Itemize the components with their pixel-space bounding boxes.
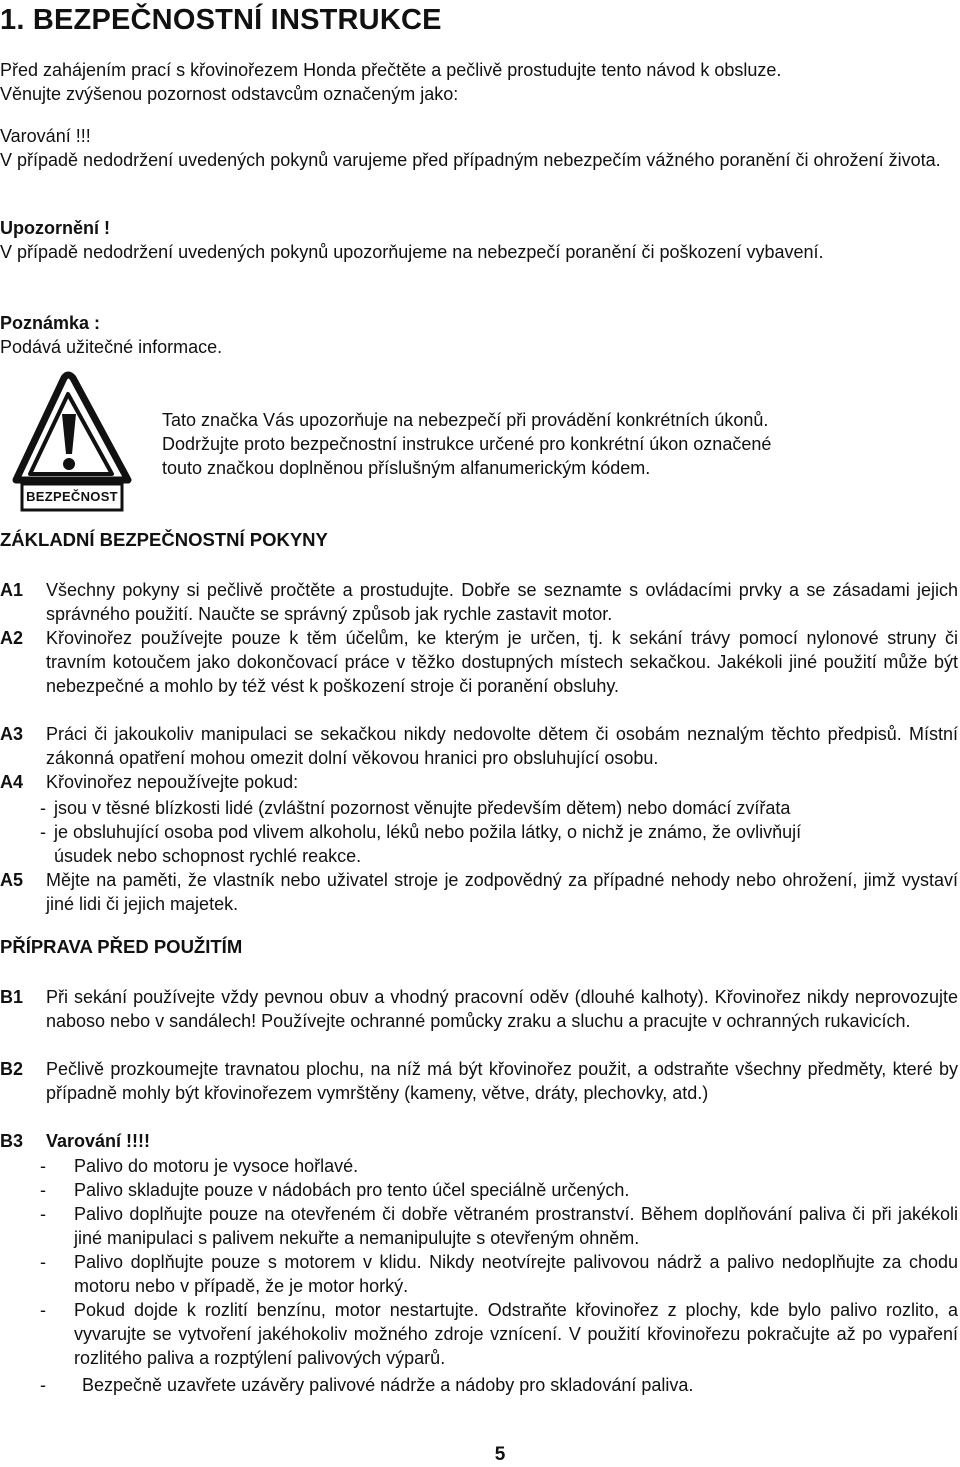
safety-sign-explanation <box>162 408 922 480</box>
a4-subitem-text: jsou v těsné blízkosti lidé (zvláštní pozornost věnujte především dětem) nebo domácí zvířata <box>54 798 791 818</box>
b3-subitem <box>40 1250 958 1298</box>
page-number: 5 <box>494 1444 506 1465</box>
instruction-code: A1 <box>0 580 24 600</box>
a4-subitem-text: je obsluhující osoba pod vlivem alkoholu, léků nebo požila látky, o nichž je známo, že ovlivňují <box>54 822 802 842</box>
instruction-text: Pečlivě prozkoumejte travnatou plochu, na níž má být křovinořez použit, a odstraňte všechny předměty, které by případně mohly být křovinořezem vymrštěny (kameny, větve, dráty, plechovky, atd.) <box>46 1059 958 1103</box>
instruction-text: Křovinořez nepoužívejte pokud: <box>46 772 299 792</box>
a4-subitem-text: úsudek nebo schopnost rychlé reakce. <box>54 846 362 866</box>
dash-marker: - <box>40 1156 46 1176</box>
instruction-text: Při sekání používejte vždy pevnou obuv a vhodný pracovní oděv (dlouhé kalhoty). Křovinořez nikdy neprovozujte naboso nebo v sandálech! Používejte ochranné pomůcky zraku a sluchu a pracujte v ochranných rukavicích. <box>46 987 958 1031</box>
page-title: 1. BEZPEČNOSTNÍ INSTRUKCE <box>0 4 442 36</box>
instruction-b3 <box>0 1129 958 1153</box>
instruction-code: A2 <box>0 628 24 648</box>
caution-text: V případě nedodržení uvedených pokynů upozorňujeme na nebezpečí poranění či poškození vybavení. <box>0 242 824 262</box>
instruction-code: A4 <box>0 772 24 792</box>
safety-icon-caption: BEZPEČNOST <box>26 489 118 504</box>
b3-subitem <box>40 1202 958 1250</box>
instruction-a5 <box>0 868 958 916</box>
dash-marker: - <box>40 1252 46 1272</box>
caution-definition <box>0 216 955 264</box>
b3-subitem-text: Palivo doplňujte pouze s motorem v klidu. Nikdy neotvírejte palivovou nádrž a palivo nedoplňujte za chodu motoru nebo v případě, že je motor horký. <box>74 1252 958 1296</box>
instruction-code: A3 <box>0 724 24 744</box>
intro-line: Před zahájením prací s křovinořezem Honda přečtěte a pečlivě prostudujte tento návod k obsluze. <box>0 60 782 80</box>
b3-subitem <box>40 1373 958 1397</box>
caution-label: Upozornění ! <box>0 218 110 238</box>
warning-definition <box>0 124 955 172</box>
instruction-label: Varování !!!! <box>46 1131 151 1151</box>
instruction-code: B2 <box>0 1059 24 1079</box>
a4-subitem <box>40 796 958 820</box>
instruction-b2 <box>0 1057 958 1105</box>
dash-marker: - <box>40 1204 46 1224</box>
instruction-a1 <box>0 578 958 626</box>
instruction-a3 <box>0 722 958 770</box>
section-title-preparation: PŘÍPRAVA PŘED POUŽITÍM <box>0 936 243 957</box>
dash-marker: - <box>40 1180 46 1200</box>
dash-marker: - <box>40 1375 46 1395</box>
safety-text-line: Dodržujte proto bezpečnostní instrukce určené pro konkrétní úkon označené <box>162 434 772 454</box>
b3-subitem-text: Palivo do motoru je vysoce hořlavé. <box>74 1156 359 1176</box>
b3-subitem-text: Palivo skladujte pouze v nádobách pro tento účel speciálně určených. <box>74 1180 630 1200</box>
b3-subitem <box>40 1178 958 1202</box>
instruction-text: Všechny pokyny si pečlivě pročtěte a prostudujte. Dobře se seznamte s ovládacími prvky a se zásadami jejich správného použití. Naučte se správný způsob jak rychle zastavit motor. <box>46 580 958 624</box>
instruction-a2 <box>0 626 958 698</box>
safety-text-line: Tato značka Vás upozorňuje na nebezpečí při provádění konkrétních úkonů. <box>162 410 769 430</box>
note-label: Poznámka : <box>0 313 101 333</box>
warning-text: V případě nedodržení uvedených pokynů varujeme před případným nebezpečím vážného poranění či ohrožení života. <box>0 150 941 170</box>
section-title-basic: ZÁKLADNÍ BEZPEČNOSTNÍ POKYNY <box>0 529 328 550</box>
warning-label: Varování !!! <box>0 126 91 146</box>
instruction-code: A5 <box>0 870 24 890</box>
a4-subitem <box>40 820 958 868</box>
intro-paragraph <box>0 58 955 106</box>
note-definition <box>0 311 955 359</box>
b3-subitem-text: Pokud dojde k rozlití benzínu, motor nestartujte. Odstraňte křovinořez z plochy, kde bylo palivo rozlito, a vyvarujte se vytvoření jakéhokoliv možného zdroje vznícení. V použití křovinořezu pokračujte až po vypaření rozlitého paliva a rozptýlení palivových výparů. <box>74 1300 958 1368</box>
instruction-a4 <box>0 770 958 794</box>
intro-line: Věnujte zvýšenou pozornost odstavcům označeným jako: <box>0 84 459 104</box>
instruction-b1 <box>0 985 958 1033</box>
instruction-code: B3 <box>0 1131 24 1151</box>
note-text: Podává užitečné informace. <box>0 337 223 357</box>
b3-subitem <box>40 1154 958 1178</box>
b3-subitem-text: Palivo doplňujte pouze na otevřeném či dobře větraném prostranství. Během doplňování paliva či při jakékoli jiné manipulaci s palivem nekuřte a nemanipulujte s otevřeným ohněm. <box>74 1204 958 1248</box>
instruction-text: Mějte na paměti, že vlastník nebo uživatel stroje je zodpovědný za případné nehody nebo ohrožení, jimž vystaví jiné lidi či jejich majetek. <box>46 870 958 914</box>
instruction-text: Práci či jakoukoliv manipulaci se sekačkou nikdy nedovolte dětem či osobám neznalým těchto předpisů. Místní zákonná opatření mohou omezit dolní věkovou hranici pro obsluhující osobu. <box>46 724 958 768</box>
instruction-text: Křovinořez používejte pouze k těm účelům, ke kterým je určen, tj. k sekání trávy pomocí nylonové struny či travním kotoučem jako dokončovací práce v těžko dostupných místech sekačkou. Jakékoli jiné použití může být nebezpečné a mohlo by též vést k poškození stroje či poranění obsluhy. <box>46 628 958 696</box>
safety-text-line: touto značkou doplněnou příslušným alfanumerickým kódem. <box>162 458 651 478</box>
safety-warning-icon <box>8 370 134 514</box>
b3-subitem-text: Bezpečně uzavřete uzávěry palivové nádrže a nádoby pro skladování paliva. <box>82 1375 694 1395</box>
instruction-code: B1 <box>0 987 24 1007</box>
dash-marker: - <box>40 798 46 818</box>
b3-subitem <box>40 1298 958 1370</box>
dash-marker: - <box>40 822 46 842</box>
dash-marker: - <box>40 1300 46 1320</box>
